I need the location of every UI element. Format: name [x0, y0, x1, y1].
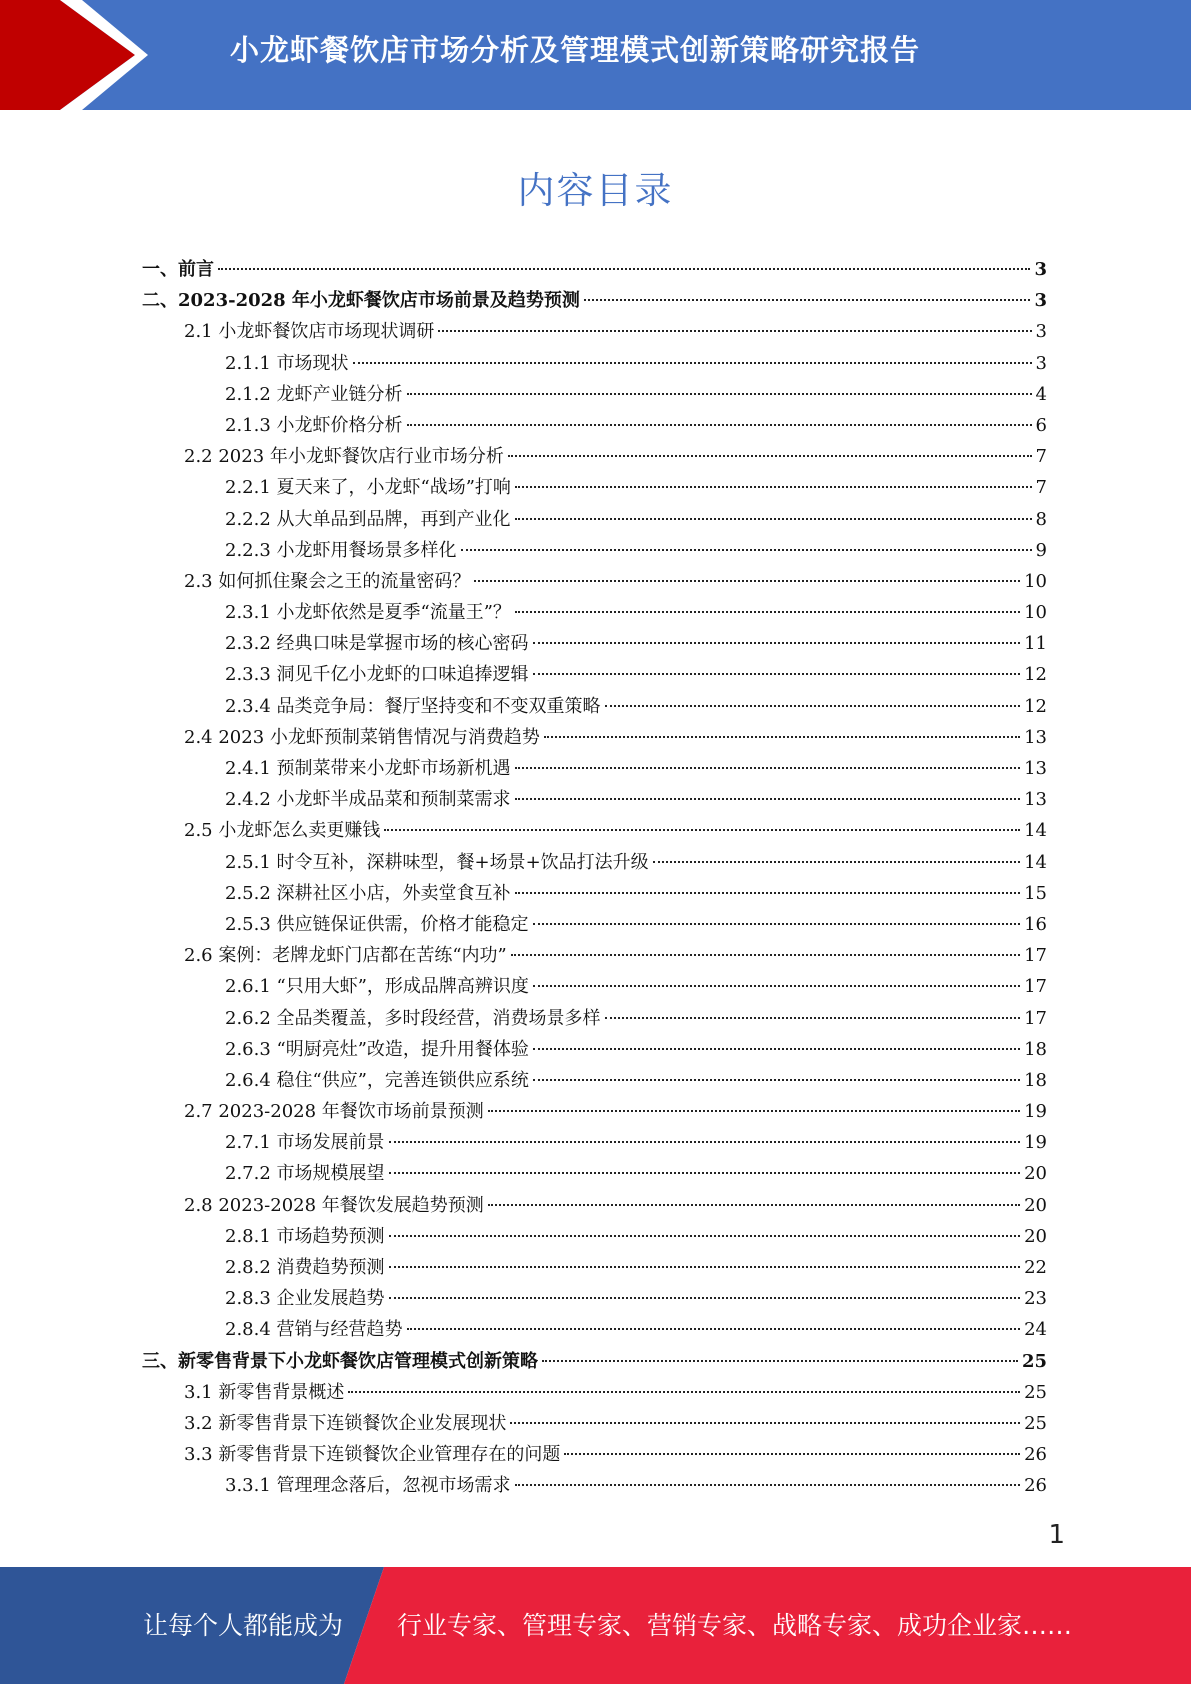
table-of-contents [142, 254, 1047, 1502]
toc-entry[interactable] [142, 285, 1047, 316]
toc-entry-page: 8 [1035, 508, 1047, 530]
toc-entry-page: 23 [1024, 1288, 1047, 1310]
toc-entry-title: 2.5.3 供应链保证供需，价格才能稳定 [225, 913, 529, 935]
toc-leader-dots [533, 641, 1021, 644]
toc-entry-title: 2.6.2 全品类覆盖，多时段经营，消费场景多样 [225, 1007, 601, 1029]
toc-entry-page: 18 [1024, 1069, 1047, 1091]
toc-leader-dots [407, 423, 1032, 426]
toc-entry[interactable] [142, 815, 1047, 846]
toc-entry-page: 9 [1035, 539, 1047, 561]
toc-entry-page: 11 [1024, 633, 1047, 655]
toc-entry[interactable] [142, 1377, 1047, 1408]
toc-entry-page: 18 [1024, 1038, 1047, 1060]
toc-leader-dots [461, 548, 1032, 551]
toc-heading: 内容目录 [517, 169, 674, 212]
toc-entry[interactable] [142, 597, 1047, 628]
toc-entry-title: 2.8.2 消费趋势预测 [225, 1257, 385, 1278]
toc-leader-dots [584, 298, 1031, 301]
toc-entry-title: 3.3.1 管理理念落后，忽视市场需求 [225, 1475, 511, 1497]
toc-entry-page: 17 [1024, 976, 1047, 998]
toc-leader-dots [544, 735, 1020, 738]
toc-entry-page: 26 [1024, 1475, 1047, 1497]
toc-leader-dots [564, 1452, 1020, 1455]
toc-entry-page: 3 [1034, 290, 1047, 312]
toc-entry[interactable] [142, 1096, 1047, 1127]
toc-entry-title: 2.7.2 市场规模展望 [225, 1163, 385, 1185]
toc-entry[interactable] [142, 909, 1047, 940]
toc-leader-dots [348, 1390, 1020, 1393]
toc-entry-title: 2.3.1 小龙虾依然是夏季“流量王”？ [225, 602, 511, 624]
toc-entry-title: 2.6 案例：老牌龙虾门店都在苦练“内功” [184, 945, 507, 967]
toc-entry-title: 2.1 小龙虾餐饮店市场现状调研 [184, 321, 435, 343]
toc-leader-dots [605, 1016, 1021, 1019]
toc-entry[interactable] [142, 441, 1047, 472]
footer-slogan-right: 行业专家、管理专家、营销专家、战略专家、成功企业家…… [397, 1611, 1073, 1640]
footer-band [0, 1567, 1191, 1684]
toc-entry[interactable] [142, 1346, 1047, 1377]
toc-entry-title: 2.8.3 企业发展趋势 [225, 1288, 385, 1310]
toc-leader-dots [515, 766, 1021, 769]
header-band [0, 0, 1191, 110]
toc-entry-page: 12 [1024, 695, 1047, 717]
toc-entry-title: 2.5.1 时令互补，深耕味型，餐+场景+饮品打法升级 [225, 851, 649, 873]
toc-entry-title: 3.2 新零售背景下连锁餐饮企业发展现状 [184, 1412, 507, 1434]
toc-entry[interactable] [142, 1221, 1047, 1252]
toc-leader-dots [515, 517, 1032, 520]
toc-entry-title: 2.1.2 龙虾产业链分析 [225, 383, 403, 405]
toc-entry-page: 25 [1024, 1381, 1047, 1403]
toc-leader-dots [533, 1078, 1020, 1081]
toc-entry-title: 2.7.1 市场发展前景 [225, 1132, 385, 1154]
toc-leader-dots [515, 797, 1021, 800]
toc-leader-dots [542, 1359, 1018, 1362]
toc-entry[interactable] [142, 1003, 1047, 1034]
toc-entry[interactable] [142, 971, 1047, 1002]
toc-entry[interactable] [142, 1408, 1047, 1439]
toc-leader-dots [605, 704, 1021, 707]
toc-entry[interactable] [142, 1065, 1047, 1096]
toc-entry-title: 2.6.3 “明厨亮灶”改造，提升用餐体验 [225, 1038, 529, 1060]
toc-entry[interactable] [142, 1283, 1047, 1314]
toc-entry-title: 2.4 2023 小龙虾预制菜销售情况与消费趋势 [184, 726, 540, 748]
toc-leader-dots [389, 1140, 1021, 1143]
toc-entry-page: 20 [1024, 1225, 1047, 1247]
toc-leader-dots [353, 361, 1032, 364]
toc-leader-dots [515, 891, 1021, 894]
toc-leader-dots [389, 1234, 1021, 1237]
toc-entry-page: 19 [1024, 1101, 1047, 1123]
toc-leader-dots [389, 1171, 1021, 1174]
toc-entry-title: 2.7 2023-2028 年餐饮市场前景预测 [184, 1101, 484, 1123]
toc-entry-title: 2.4.2 小龙虾半成品菜和预制菜需求 [225, 789, 511, 811]
toc-entry[interactable] [142, 940, 1047, 971]
toc-entry-title: 3.3 新零售背景下连锁餐饮企业管理存在的问题 [184, 1444, 561, 1466]
toc-entry[interactable] [142, 379, 1047, 410]
toc-leader-dots [488, 1109, 1020, 1112]
toc-leader-dots [510, 1421, 1020, 1424]
toc-entry[interactable] [142, 659, 1047, 690]
toc-entry-page: 13 [1024, 789, 1047, 811]
toc-entry-page: 25 [1024, 1412, 1047, 1434]
toc-entry-page: 7 [1035, 477, 1047, 499]
toc-entry-page: 22 [1024, 1257, 1047, 1278]
toc-entry-title: 2.2.2 从大单品到品牌，再到产业化 [225, 508, 511, 530]
toc-entry-page: 3 [1035, 352, 1047, 374]
toc-entry-page: 14 [1024, 851, 1047, 873]
toc-entry-title: 2.6.4 稳住“供应”，完善连锁供应系统 [225, 1069, 529, 1091]
toc-leader-dots [533, 984, 1020, 987]
toc-leader-dots [533, 1047, 1020, 1050]
toc-entry-page: 3 [1035, 321, 1047, 343]
toc-entry-page: 10 [1024, 602, 1047, 624]
toc-entry-page: 16 [1024, 913, 1047, 935]
toc-entry[interactable] [142, 1439, 1047, 1470]
toc-entry-title: 2.6.1 “只用大虾”，形成品牌高辨识度 [225, 976, 529, 998]
toc-entry[interactable] [142, 1190, 1047, 1221]
toc-leader-dots [515, 1483, 1021, 1486]
toc-entry[interactable] [142, 1252, 1047, 1283]
toc-entry-page: 17 [1024, 945, 1047, 967]
toc-leader-dots [515, 485, 1032, 488]
toc-leader-dots [407, 1327, 1021, 1330]
toc-entry-page: 25 [1021, 1350, 1047, 1372]
toc-entry-page: 4 [1035, 383, 1047, 405]
toc-entry[interactable] [142, 316, 1047, 347]
toc-entry-page: 26 [1024, 1444, 1047, 1466]
toc-entry-page: 17 [1024, 1007, 1047, 1029]
toc-entry[interactable] [142, 1127, 1047, 1158]
toc-entry-title: 2.3.3 洞见千亿小龙虾的口味追捧逻辑 [225, 664, 529, 686]
toc-entry-title: 2.8 2023-2028 年餐饮发展趋势预测 [184, 1194, 484, 1216]
toc-entry-page: 10 [1024, 570, 1047, 592]
toc-entry[interactable] [142, 566, 1047, 597]
toc-leader-dots [407, 392, 1032, 395]
toc-entry-title: 2.1.3 小龙虾价格分析 [225, 414, 403, 436]
toc-entry-page: 19 [1024, 1132, 1047, 1154]
toc-leader-dots [511, 953, 1020, 956]
header-arrow-decoration [0, 0, 150, 110]
toc-entry[interactable] [142, 691, 1047, 722]
toc-entry-page: 15 [1024, 882, 1047, 904]
toc-entry-title: 2.3 如何抓住聚会之王的流量密码？ [184, 570, 471, 592]
toc-leader-dots [218, 267, 1030, 270]
toc-entry-page: 3 [1034, 259, 1047, 280]
footer-slogan-left: 让每个人都能成为 [143, 1611, 344, 1640]
toc-entry-title: 2.2.3 小龙虾用餐场景多样化 [225, 539, 457, 561]
toc-entry-page: 13 [1024, 758, 1047, 779]
toc-entry-page: 20 [1024, 1194, 1047, 1216]
toc-entry[interactable] [142, 784, 1047, 815]
toc-leader-dots [653, 860, 1020, 863]
toc-entry-title: 2.5 小龙虾怎么卖更赚钱 [184, 820, 381, 842]
toc-leader-dots [384, 828, 1020, 831]
toc-entry-title: 3.1 新零售背景概述 [184, 1381, 345, 1403]
toc-entry[interactable] [142, 1314, 1047, 1345]
toc-entry-title: 2.8.4 营销与经营趋势 [225, 1319, 403, 1341]
toc-entry-title: 三、新零售背景下小龙虾餐饮店管理模式创新策略 [142, 1350, 538, 1372]
toc-entry-title: 一、前言 [142, 259, 214, 280]
page-number: 1 [1048, 1520, 1065, 1550]
toc-entry[interactable] [142, 878, 1047, 909]
toc-entry[interactable] [142, 254, 1047, 285]
toc-leader-dots [533, 672, 1021, 675]
toc-entry[interactable] [142, 535, 1047, 566]
toc-leader-dots [389, 1296, 1021, 1299]
toc-entry[interactable] [142, 753, 1047, 784]
toc-leader-dots [438, 329, 1031, 332]
toc-entry-title: 2.5.2 深耕社区小店，外卖堂食互补 [225, 882, 511, 904]
toc-leader-dots [515, 610, 1020, 613]
toc-entry-title: 2.1.1 市场现状 [225, 352, 349, 374]
toc-entry[interactable] [142, 472, 1047, 503]
toc-leader-dots [488, 1203, 1020, 1206]
toc-entry-page: 24 [1024, 1319, 1047, 1341]
toc-entry[interactable] [142, 1470, 1047, 1501]
toc-entry-title: 2.8.1 市场趋势预测 [225, 1225, 385, 1247]
toc-entry[interactable] [142, 1158, 1047, 1189]
toc-leader-dots [508, 454, 1032, 457]
toc-leader-dots [533, 922, 1021, 925]
toc-entry-title: 2.2 2023 年小龙虾餐饮店行业市场分析 [184, 446, 504, 468]
toc-entry[interactable] [142, 1034, 1047, 1065]
toc-entry-page: 20 [1024, 1163, 1047, 1185]
toc-entry-title: 2.4.1 预制菜带来小龙虾市场新机遇 [225, 758, 511, 779]
toc-entry-title: 2.3.2 经典口味是掌握市场的核心密码 [225, 633, 529, 655]
toc-entry[interactable] [142, 722, 1047, 753]
toc-entry-page: 6 [1035, 414, 1047, 436]
toc-entry-page: 7 [1035, 446, 1047, 468]
toc-entry[interactable] [142, 847, 1047, 878]
toc-leader-dots [474, 579, 1020, 582]
toc-entry-page: 14 [1024, 820, 1047, 842]
toc-entry-title: 2.3.4 品类竞争局：餐厅坚持变和不变双重策略 [225, 695, 601, 717]
toc-entry-page: 13 [1024, 726, 1047, 748]
toc-entry[interactable] [142, 628, 1047, 659]
toc-leader-dots [389, 1265, 1021, 1268]
toc-entry[interactable] [142, 504, 1047, 535]
toc-entry-page: 12 [1024, 664, 1047, 686]
toc-entry-title: 2.2.1 夏天来了，小龙虾“战场”打响 [225, 477, 511, 499]
toc-entry[interactable] [142, 348, 1047, 379]
toc-entry-title: 二、2023-2028 年小龙虾餐饮店市场前景及趋势预测 [142, 290, 580, 312]
report-title: 小龙虾餐饮店市场分析及管理模式创新策略研究报告 [230, 33, 921, 67]
toc-entry[interactable] [142, 410, 1047, 441]
